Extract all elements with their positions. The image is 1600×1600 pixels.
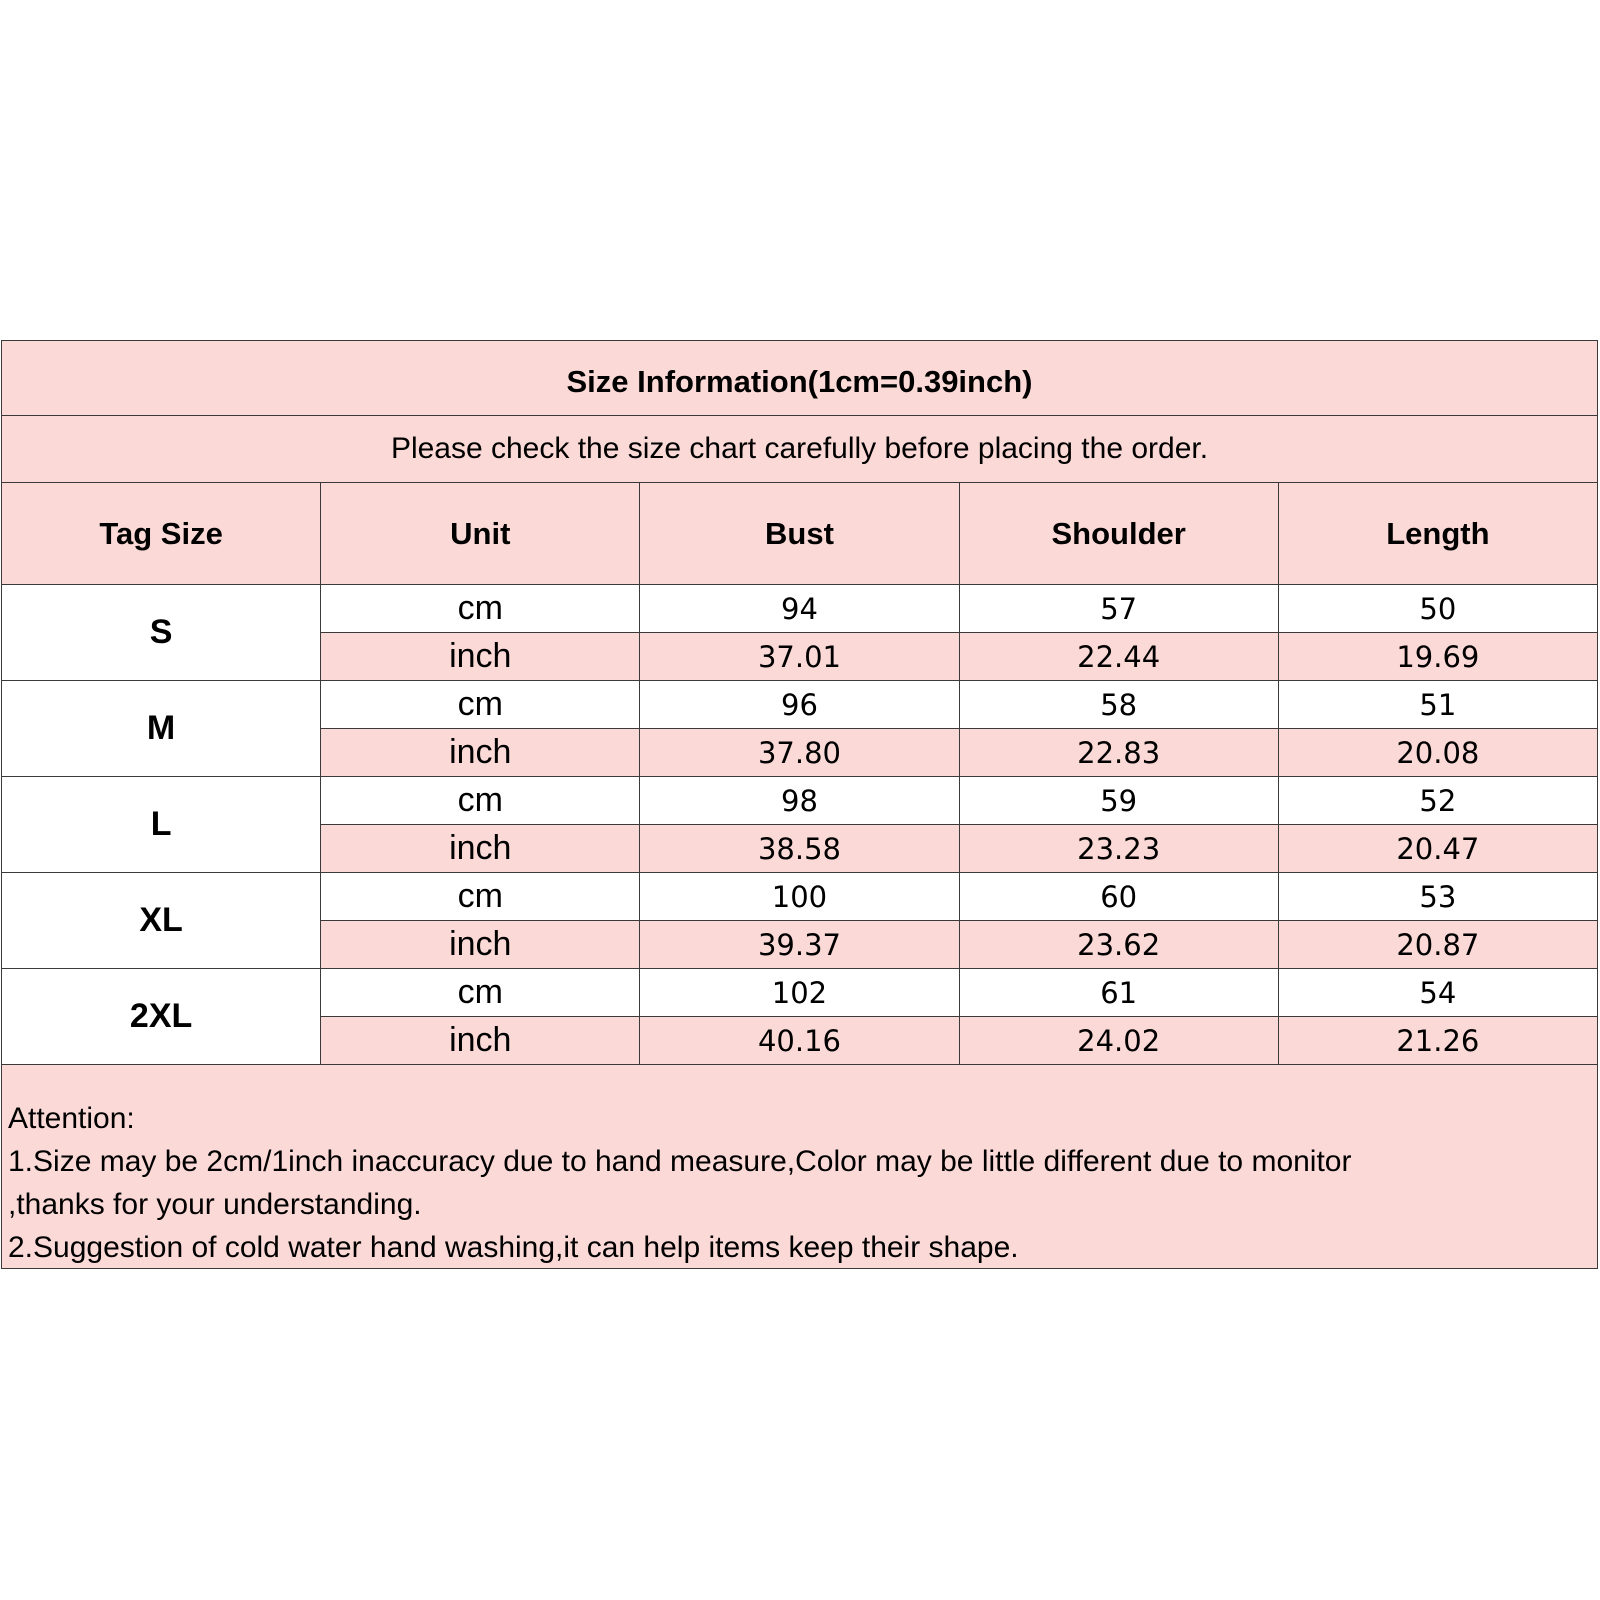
unit-cell: inch [321, 1017, 640, 1065]
tag-size-cell: S [2, 585, 321, 681]
shoulder-cell: 23.62 [959, 921, 1278, 969]
size-table [1, 340, 1598, 1065]
unit-cell: inch [321, 921, 640, 969]
unit-cell: cm [321, 681, 640, 729]
unit-cell: cm [321, 585, 640, 633]
table-row [2, 969, 1598, 1017]
header-shoulder: Shoulder [959, 483, 1278, 585]
bust-cell: 98 [640, 777, 959, 825]
length-cell: 51 [1278, 681, 1597, 729]
shoulder-cell: 23.23 [959, 825, 1278, 873]
unit-cell: cm [321, 777, 640, 825]
shoulder-cell: 58 [959, 681, 1278, 729]
attention-heading: Attention: [8, 1102, 135, 1135]
length-cell: 19.69 [1278, 633, 1597, 681]
bust-cell: 100 [640, 873, 959, 921]
length-cell: 21.26 [1278, 1017, 1597, 1065]
bust-cell: 37.01 [640, 633, 959, 681]
length-cell: 20.47 [1278, 825, 1597, 873]
bust-cell: 40.16 [640, 1017, 959, 1065]
title-row [2, 341, 1598, 416]
length-cell: 52 [1278, 777, 1597, 825]
shoulder-cell: 61 [959, 969, 1278, 1017]
unit-cell: cm [321, 969, 640, 1017]
shoulder-cell: 24.02 [959, 1017, 1278, 1065]
table-row [2, 681, 1598, 729]
shoulder-cell: 60 [959, 873, 1278, 921]
chart-subtitle: Please check the size chart carefully before placing the order. [2, 416, 1598, 483]
bust-cell: 102 [640, 969, 959, 1017]
table-row [2, 585, 1598, 633]
attention-line: ,thanks for your understanding. [8, 1188, 422, 1221]
shoulder-cell: 22.44 [959, 633, 1278, 681]
tag-size-cell: XL [2, 873, 321, 969]
shoulder-cell: 22.83 [959, 729, 1278, 777]
table-row [2, 873, 1598, 921]
unit-cell: inch [321, 633, 640, 681]
length-cell: 20.08 [1278, 729, 1597, 777]
tag-size-cell: L [2, 777, 321, 873]
tag-size-cell: 2XL [2, 969, 321, 1065]
unit-cell: inch [321, 729, 640, 777]
shoulder-cell: 57 [959, 585, 1278, 633]
attention-line: 1.Size may be 2cm/1inch inaccuracy due to hand measure,Color may be little different due to monitor [8, 1145, 1352, 1178]
bust-cell: 39.37 [640, 921, 959, 969]
tag-size-cell: M [2, 681, 321, 777]
bust-cell: 94 [640, 585, 959, 633]
bust-cell: 38.58 [640, 825, 959, 873]
unit-cell: cm [321, 873, 640, 921]
shoulder-cell: 59 [959, 777, 1278, 825]
attention-line: 2.Suggestion of cold water hand washing,it can help items keep their shape. [8, 1231, 1019, 1264]
length-cell: 54 [1278, 969, 1597, 1017]
attention-notes [1, 1065, 1598, 1269]
bust-cell: 37.80 [640, 729, 959, 777]
header-row [2, 483, 1598, 585]
bust-cell: 96 [640, 681, 959, 729]
header-length: Length [1278, 483, 1597, 585]
length-cell: 50 [1278, 585, 1597, 633]
header-unit: Unit [321, 483, 640, 585]
unit-cell: inch [321, 825, 640, 873]
header-bust: Bust [640, 483, 959, 585]
header-tag-size: Tag Size [2, 483, 321, 585]
table-row [2, 777, 1598, 825]
chart-title: Size Information(1cm=0.39inch) [2, 341, 1598, 416]
subtitle-row [2, 416, 1598, 483]
size-chart [1, 340, 1598, 1269]
length-cell: 53 [1278, 873, 1597, 921]
length-cell: 20.87 [1278, 921, 1597, 969]
